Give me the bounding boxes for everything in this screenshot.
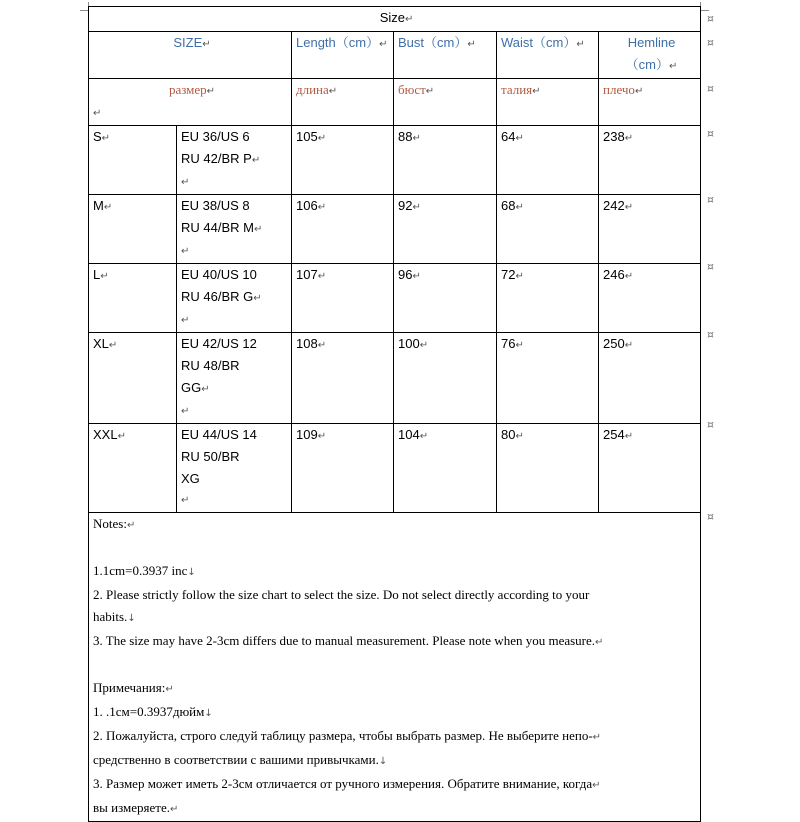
header-length: Length（cm）↵ bbox=[292, 32, 394, 79]
hemline-cell: 242↵ bbox=[599, 195, 701, 264]
header-row bbox=[89, 32, 701, 79]
notes-line: 3. The size may have 2-3cm differs due to manual measurement. Please note when you measure.↵ bbox=[93, 633, 604, 648]
russian-notes-line: вы измеряете.↵ bbox=[93, 800, 179, 815]
notes-line: habits.↓ bbox=[93, 609, 136, 624]
russian-header-length: длина↵ bbox=[292, 79, 394, 126]
table-row bbox=[89, 264, 701, 333]
hemline-cell: 250↵ bbox=[599, 333, 701, 424]
bust-cell: 104↵ bbox=[394, 424, 497, 513]
length-cell: 108↵ bbox=[292, 333, 394, 424]
length-cell: 105↵ bbox=[292, 126, 394, 195]
size-cell: XL↵ bbox=[89, 333, 177, 424]
russian-header-size: размер↵ ↵ bbox=[89, 79, 292, 126]
russian-notes-line: средственно в соответствии с вашими привычками.↓ bbox=[93, 752, 388, 767]
bust-cell: 100↵ bbox=[394, 333, 497, 424]
russian-notes-line: 3. Размер может иметь 2-3см отличается от ручного измерения. Обратите внимание, когда↵ bbox=[93, 776, 601, 791]
length-cell: 106↵ bbox=[292, 195, 394, 264]
hemline-cell: 254↵ bbox=[599, 424, 701, 513]
notes-line: 1.1cm=0.3937 inc↓ bbox=[93, 563, 196, 578]
end-of-row-mark: ¤ bbox=[707, 510, 714, 523]
end-of-row-mark: ¤ bbox=[707, 418, 714, 431]
international-size-cell: EU 42/US 12 RU 48/BR GG↵ ↵ bbox=[177, 333, 292, 424]
russian-header-row bbox=[89, 79, 701, 126]
length-cell: 109↵ bbox=[292, 424, 394, 513]
russian-header-waist: талия↵ bbox=[497, 79, 599, 126]
table-title: Size↵ bbox=[89, 7, 701, 32]
length-cell: 107↵ bbox=[292, 264, 394, 333]
header-waist: Waist（cm）↵ bbox=[497, 32, 599, 79]
international-size-cell: EU 44/US 14 RU 50/BR XG ↵ bbox=[177, 424, 292, 513]
end-of-row-mark: ¤ bbox=[707, 193, 714, 206]
table-row bbox=[89, 195, 701, 264]
bust-cell: 88↵ bbox=[394, 126, 497, 195]
notes-row bbox=[89, 513, 701, 822]
end-of-row-mark: ¤ bbox=[707, 12, 714, 25]
international-size-cell: EU 36/US 6 RU 42/BR P↵ ↵ bbox=[177, 126, 292, 195]
header-bust: Bust（cm）↵ bbox=[394, 32, 497, 79]
russian-header-shoulder: плечо↵ bbox=[599, 79, 701, 126]
end-of-row-mark: ¤ bbox=[707, 260, 714, 273]
page-corner-mark-right bbox=[700, 2, 709, 11]
table-row bbox=[89, 126, 701, 195]
waist-cell: 76↵ bbox=[497, 333, 599, 424]
notes-line: 2. Please strictly follow the size chart to select the size. Do not select directly according to your bbox=[93, 587, 590, 602]
international-size-cell: EU 40/US 10 RU 46/BR G↵ ↵ bbox=[177, 264, 292, 333]
waist-cell: 64↵ bbox=[497, 126, 599, 195]
table-row bbox=[89, 333, 701, 424]
bust-cell: 96↵ bbox=[394, 264, 497, 333]
size-cell: XXL↵ bbox=[89, 424, 177, 513]
header-hemline: Hemline （cm）↵ bbox=[599, 32, 701, 79]
hemline-cell: 238↵ bbox=[599, 126, 701, 195]
header-size: SIZE↵ bbox=[89, 32, 292, 79]
russian-header-bust: бюст↵ bbox=[394, 79, 497, 126]
waist-cell: 72↵ bbox=[497, 264, 599, 333]
end-of-row-mark: ¤ bbox=[707, 127, 714, 140]
table-title-row bbox=[89, 7, 701, 32]
waist-cell: 68↵ bbox=[497, 195, 599, 264]
end-of-row-mark: ¤ bbox=[707, 36, 714, 49]
bust-cell: 92↵ bbox=[394, 195, 497, 264]
size-cell: S↵ bbox=[89, 126, 177, 195]
russian-notes-heading: Примечания:↵ bbox=[93, 680, 174, 695]
size-cell: M↵ bbox=[89, 195, 177, 264]
size-cell: L↵ bbox=[89, 264, 177, 333]
size-chart-table bbox=[88, 6, 701, 822]
notes-heading: Notes:↵ bbox=[93, 516, 136, 531]
russian-notes-line: 2. Пожалуйста, строго следуй таблицу размера, чтобы выбрать размер. Не выберите непо-↵ bbox=[93, 728, 602, 743]
waist-cell: 80↵ bbox=[497, 424, 599, 513]
russian-notes-line: 1. .1см=0.3937дюйм↓ bbox=[93, 704, 213, 719]
table-row bbox=[89, 424, 701, 513]
end-of-row-mark: ¤ bbox=[707, 328, 714, 341]
notes-cell bbox=[89, 513, 701, 822]
hemline-cell: 246↵ bbox=[599, 264, 701, 333]
end-of-row-mark: ¤ bbox=[707, 82, 714, 95]
international-size-cell: EU 38/US 8 RU 44/BR M↵ ↵ bbox=[177, 195, 292, 264]
